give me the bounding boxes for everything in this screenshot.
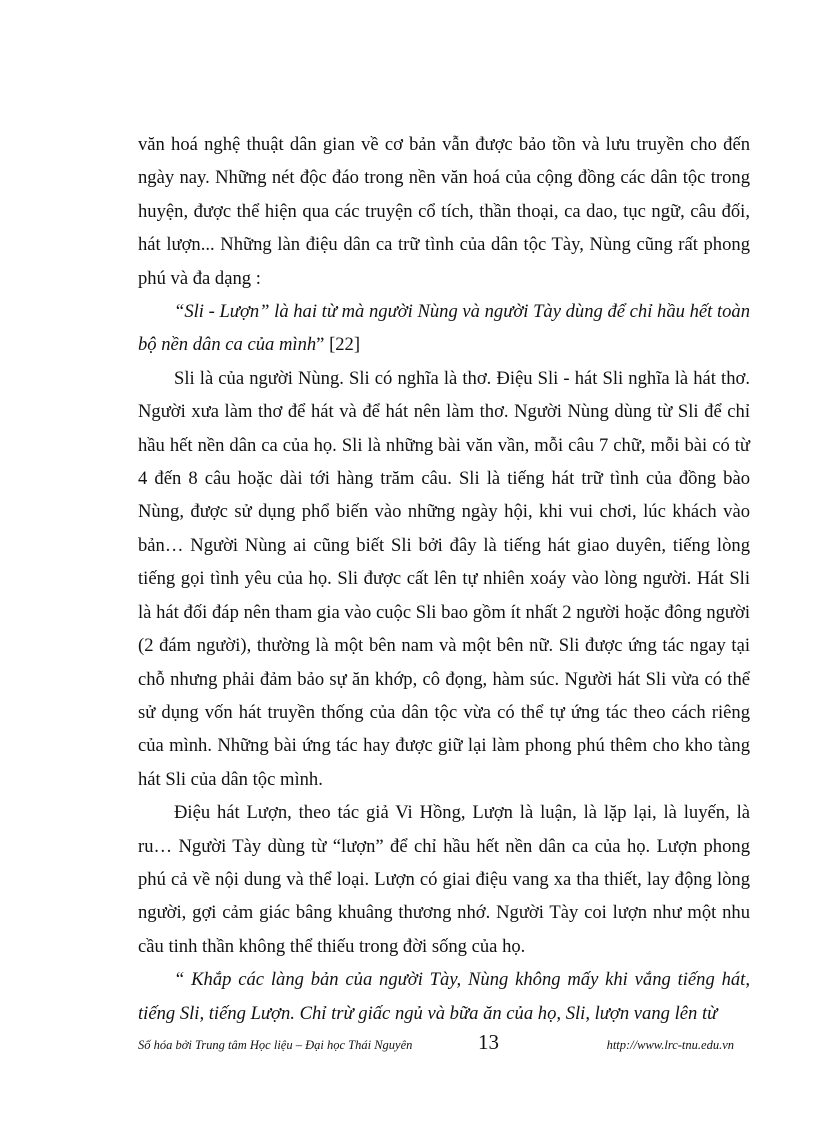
quote-sli-luon-text: “Sli - Lượn” là hai từ mà người Nùng và người Tày dùng để chỉ hầu hết toàn bộ nền dân ca của mình [138,301,750,356]
page-footer [138,1030,750,1070]
footer-digitized-by: Số hóa bởi Trung tâm Học liệu – Đại học Thái Nguyên [138,1038,413,1052]
paragraph-intro: văn hoá nghệ thuật dân gian về cơ bản vẫn được bảo tồn và lưu truyền cho đến ngày nay. Những nét độc đáo trong nền văn hoá của cộng đồng các dân tộc trong huyện, được thể hiện qua các truyện cổ tích, thần thoại, ca dao, tục ngữ, câu đối, hát lượn... Những làn điệu dân ca trữ tình của dân tộc Tày, Nùng cũng rất phong phú và đa dạng : [138,134,750,289]
paragraph-luon: Điệu hát Lượn, theo tác giả Vi Hồng, Lượn là luận, là lặp lại, là luyến, là ru… Người Tày dùng từ “lượn” để chỉ hầu hết nền dân ca của họ. Lượn phong phú cả về nội dung và thể loại. Lượn có giai điệu vang xa tha thiết, lay động lòng người, gợi cảm giác bâng khuâng thương nhớ. Người Tày coi lượn như một nhu cầu tinh thần không thể thiếu trong đời sống của họ. [138,802,750,957]
body-text [138,128,750,1030]
quote-citation: ” [22] [316,334,361,356]
quote-villages [138,963,750,1030]
quote-villages-text: “ Khắp các làng bản của người Tày, Nùng không mấy khi vắng tiếng hát, tiếng Sli, tiếng Lượn. Chỉ trừ giấc ngủ và bữa ăn của họ, Sli, lượn vang lên từ [138,969,750,1024]
paragraph-sli: Sli là của người Nùng. Sli có nghĩa là thơ. Điệu Sli - hát Sli nghĩa là hát thơ. Người xưa làm thơ để hát và để hát nên làm thơ. Người Nùng dùng từ Sli để chỉ hầu hết nền dân ca của họ. Sli là những bài văn vần, mỗi câu 7 chữ, mỗi bài có từ 4 đến 8 câu hoặc dài tới hàng trăm câu. Sli là tiếng hát trữ tình của đồng bào Nùng, được sử dụng phổ biến vào những ngày hội, khi vui chơi, lúc khách vào bản… Người Nùng ai cũng biết Sli bởi đây là tiếng hát giao duyên, tiếng lòng tiếng gọi tình yêu của họ. Sli được cất lên tự nhiên xoáy vào lòng người. Hát Sli là hát đối đáp nên tham gia vào cuộc Sli bao gồm ít nhất 2 người hoặc đông người (2 đám người), thường là một bên nam và một bên nữ. Sli được ứng tác ngay tại chỗ nhưng phải đảm bảo sự ăn khớp, cô đọng, hàm súc. Người hát Sli vừa có thể sử dụng vốn hát truyền thống của dân tộc vừa có thể tự ứng tác theo cách riêng của mình. Những bài ứng tác hay được giữ lại làm phong phú thêm cho kho tàng hát Sli của dân tộc mình. [138,367,750,790]
footer-url: http://www.lrc-tnu.edu.vn [606,1038,734,1052]
quote-sli-luon [138,295,750,362]
page-number: 13 [478,1030,499,1054]
